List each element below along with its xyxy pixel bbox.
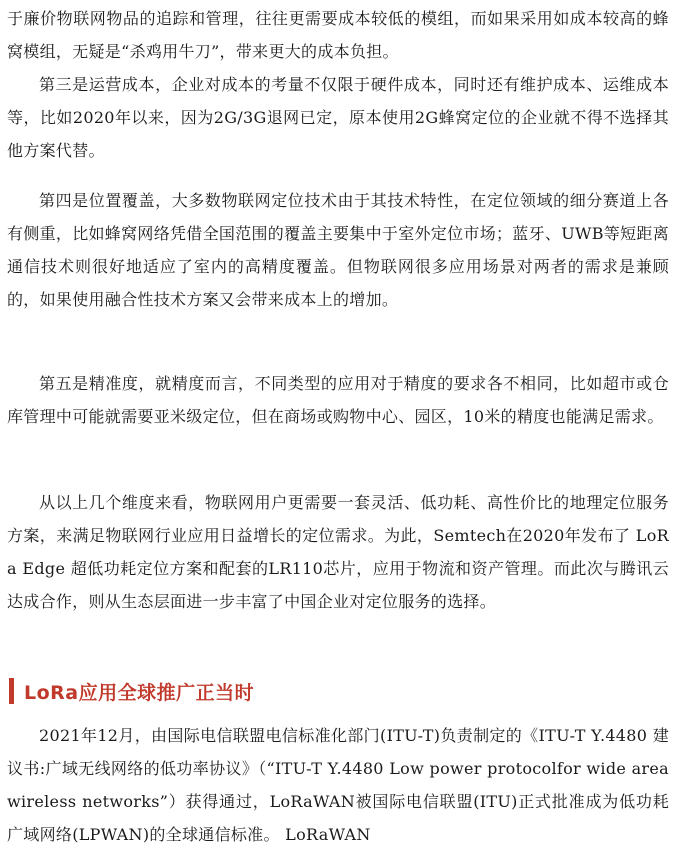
paragraph-cost-burden: 于廉价物联网物品的追踪和管理，往往更需要成本较低的模组，而如果采用如成本较高的蜂窝模组，无疑是“杀鸡用牛刀”，带来更大的成本负担。 (7, 9, 669, 61)
paragraph-accuracy: 第五是精准度，就精度而言，不同类型的应用对于精度的要求各不相同，比如超市或仓库管理中可能就需要亚米级定位，但在商场或购物中心、园区，10米的精度也能满足需求。 (7, 374, 669, 426)
paragraph-location-coverage: 第四是位置覆盖，大多数物联网定位技术由于其技术特性，在定位领域的细分赛道上各有侧重，比如蜂窝网络凭借全国范围的覆盖主要集中于室外定位市场；蓝牙、UWB等短距离通信技术则很好地适应了室内的高精度覆盖。但物联网很多应用场景对两者的需求是兼顾的，如果使用融合性技术方案又会带来成本上的增加。 (7, 191, 669, 309)
heading-accent-bar (9, 678, 14, 704)
paragraph-operating-cost: 第三是运营成本，企业对成本的考量不仅限于硬件成本，同时还有维护成本、运维成本等，比如2020年以来，因为2G/3G退网已定，原本使用2G蜂窝定位的企业就不得不选择其他方案代替。 (7, 75, 669, 160)
section-heading-text: LoRa应用全球推广正当时 (24, 681, 255, 704)
paragraph-summary: 从以上几个维度来看，物联网用户更需要一套灵活、低功耗、高性价比的地理定位服务方案，来满足物联网行业应用日益增长的定位需求。为此，Semtech在2020年发布了 LoRa Edge 超低功耗定位方案和配套的LR110芯片，应用于物流和资产管理。而此次与腾讯云达成合作，则从生态层面进一步丰富了中国企业对定位服务的选择。 (7, 493, 669, 611)
paragraph-itu-standard: 2021年12月，由国际电信联盟电信标准化部门(ITU-T)负责制定的《ITU-T Y.4480 建议书:广域无线网络的低功率协议》（“ITU-T Y.4480 Low power protocolfor wide area wireless networks”）获得通过，LoRaWAN被国际电信联盟(ITU)正式批准成为低功耗广域网络(LPWAN)的全球通信标准。 LoRaWAN (7, 726, 669, 844)
section-heading (9, 675, 254, 707)
